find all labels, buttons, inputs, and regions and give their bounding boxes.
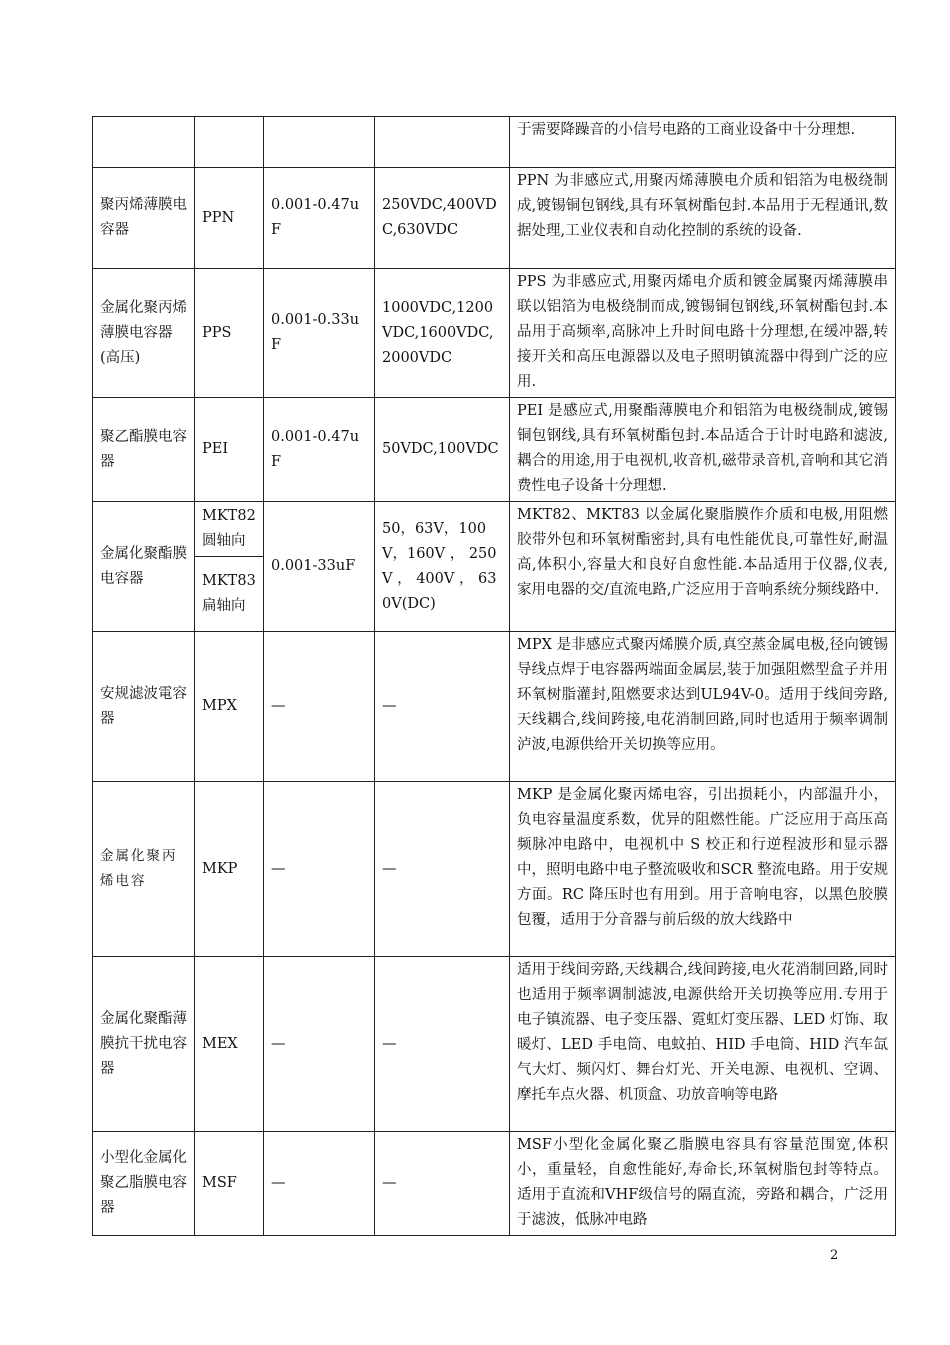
table-row bbox=[93, 269, 896, 398]
cell-voltage: — bbox=[375, 782, 510, 957]
cell-name: 安规滤波電容器 bbox=[93, 632, 195, 782]
cell-desc: MKT82、MKT83 以金属化聚脂膜作介质和电极,用阻燃胶带外包和环氧树酯密封,具有电性能优良,可靠性好,耐温高,体积小,容量大和良好自愈性能.本品适用于仪器,仪表,家用电器的交/直流电路,广泛应用于音响系统分频线路中. bbox=[510, 502, 896, 632]
cell-capacity: 0.001-33uF bbox=[264, 502, 375, 632]
cell-desc: MKP 是金属化聚丙烯电容，引出损耗小，内部温升小，负电容量温度系数，优异的阻燃性能。广泛应用于高压高频脉冲电路中，电视机中 S 校正和行逆程波形和显示器中，照明电路中电子整流吸收和SCR 整流电路。用于安规方面。RC 降压时也有用到。用于音响电容，以黑色胶膜包覆，适用于分音器与前后级的放大线路中 bbox=[510, 782, 896, 957]
cell-capacity: — bbox=[264, 782, 375, 957]
cell-voltage: 50VDC,100VDC bbox=[375, 398, 510, 502]
cell-voltage: 250VDC,400VDC,630VDC bbox=[375, 168, 510, 269]
cell-voltage: — bbox=[375, 1132, 510, 1236]
cell-code: MSF bbox=[195, 1132, 264, 1236]
cell-capacity: — bbox=[264, 632, 375, 782]
cell-name: 聚丙烯薄膜电容器 bbox=[93, 168, 195, 269]
table-row bbox=[93, 1132, 896, 1236]
cell-desc: MSF小型化金属化聚乙脂膜电容具有容量范围宽,体积小，重量轻，自愈性能好,寿命长,环氧树脂包封等特点。适用于直流和VHF级信号的隔直流，旁路和耦合，广泛用于滤波，低脉冲电路 bbox=[510, 1132, 896, 1236]
table-row bbox=[93, 168, 896, 269]
cell-code bbox=[195, 117, 264, 168]
cell-name: 小型化金属化聚乙脂膜电容器 bbox=[93, 1132, 195, 1236]
table-row bbox=[93, 782, 896, 957]
cell-capacity: — bbox=[264, 957, 375, 1132]
cell-voltage: — bbox=[375, 632, 510, 782]
cell-name: 金属化聚丙烯电容 bbox=[93, 782, 195, 957]
cell-voltage: — bbox=[375, 957, 510, 1132]
capacitor-table bbox=[92, 116, 896, 1236]
cell-code: MKT82圆轴向 bbox=[195, 502, 264, 557]
cell-code: MKP bbox=[195, 782, 264, 957]
cell-desc: PPN 为非感应式,用聚丙烯薄膜电介质和铝箔为电极绕制成,镀锡铜包钢线,具有环氧树酯包封.本品用于无程通讯,数据处理,工业仪表和自动化控制的系统的设备. bbox=[510, 168, 896, 269]
page-number: 2 bbox=[830, 1248, 839, 1263]
cell-name: 金属化聚酯薄膜抗干扰电容器 bbox=[93, 957, 195, 1132]
cell-desc: PPS 为非感应式,用聚丙烯电介质和镀金属聚丙烯薄膜串联以铝箔为电极绕制而成,镀锡铜包钢线,环氧树酯包封.本品用于高频率,高脉冲上升时间电路十分理想,在缓冲器,转接开关和高压电源器以及电子照明镇流器中得到广泛的应用. bbox=[510, 269, 896, 398]
cell-voltage bbox=[375, 117, 510, 168]
cell-desc: PEI 是感应式,用聚酯薄膜电介和铝箔为电极绕制成,镀锡铜包钢线,具有环氧树酯包封.本品适合于计时电路和滤波,耦合的用途,用于电视机,收音机,磁带录音机,音响和其它消费性电子设备十分理想. bbox=[510, 398, 896, 502]
cell-desc: MPX 是非感应式聚丙烯膜介质,真空蒸金属电极,径向镀锡导线点焊于电容器两端面金属层,装于加强阻燃型盒子并用环氧树脂灌封,阻燃要求达到UL94V-0。适用于线间旁路,天线耦合,线间跨接,电花消制回路,同时也适用于频率调制泸波,电源供给开关切换等应用。 bbox=[510, 632, 896, 782]
cell-code: PPS bbox=[195, 269, 264, 398]
cell-desc: 于需要降躁音的小信号电路的工商业设备中十分理想. bbox=[510, 117, 896, 168]
cell-code: PPN bbox=[195, 168, 264, 269]
cell-capacity: 0.001-0.47uF bbox=[264, 398, 375, 502]
cell-voltage: 50，63V，100V，160V ， 250V ， 400V ， 630V(DC) bbox=[375, 502, 510, 632]
cell-capacity: 0.001-0.47uF bbox=[264, 168, 375, 269]
cell-name bbox=[93, 117, 195, 168]
cell-name: 金属化聚酯膜电容器 bbox=[93, 502, 195, 632]
cell-capacity: 0.001-0.33uF bbox=[264, 269, 375, 398]
cell-code: MEX bbox=[195, 957, 264, 1132]
cell-capacity bbox=[264, 117, 375, 168]
cell-name: 金属化聚丙烯薄膜电容器(高压) bbox=[93, 269, 195, 398]
cell-capacity: — bbox=[264, 1132, 375, 1236]
cell-desc: 适用于线间旁路,天线耦合,线间跨接,电火花消制回路,同时也适用于频率调制滤波,电源供给开关切换等应用.专用于电子镇流器、电子变压器、霓虹灯变压器、LED 灯饰、取暖灯、LED 手电筒、电蚊拍、HID 手电筒、HID 汽车氙气大灯、频闪灯、舞台灯光、开关电源、电视机、空调、摩托车点火器、机顶盒、功放音响等电路 bbox=[510, 957, 896, 1132]
cell-code: MKT83扁轴向 bbox=[195, 557, 264, 632]
table-row bbox=[93, 117, 896, 168]
cell-code: PEI bbox=[195, 398, 264, 502]
table-row bbox=[93, 398, 896, 502]
table-row bbox=[93, 502, 896, 557]
cell-voltage: 1000VDC,1200VDC,1600VDC,2000VDC bbox=[375, 269, 510, 398]
table-row bbox=[93, 957, 896, 1132]
cell-code: MPX bbox=[195, 632, 264, 782]
cell-name: 聚乙酯膜电容器 bbox=[93, 398, 195, 502]
table-row bbox=[93, 632, 896, 782]
